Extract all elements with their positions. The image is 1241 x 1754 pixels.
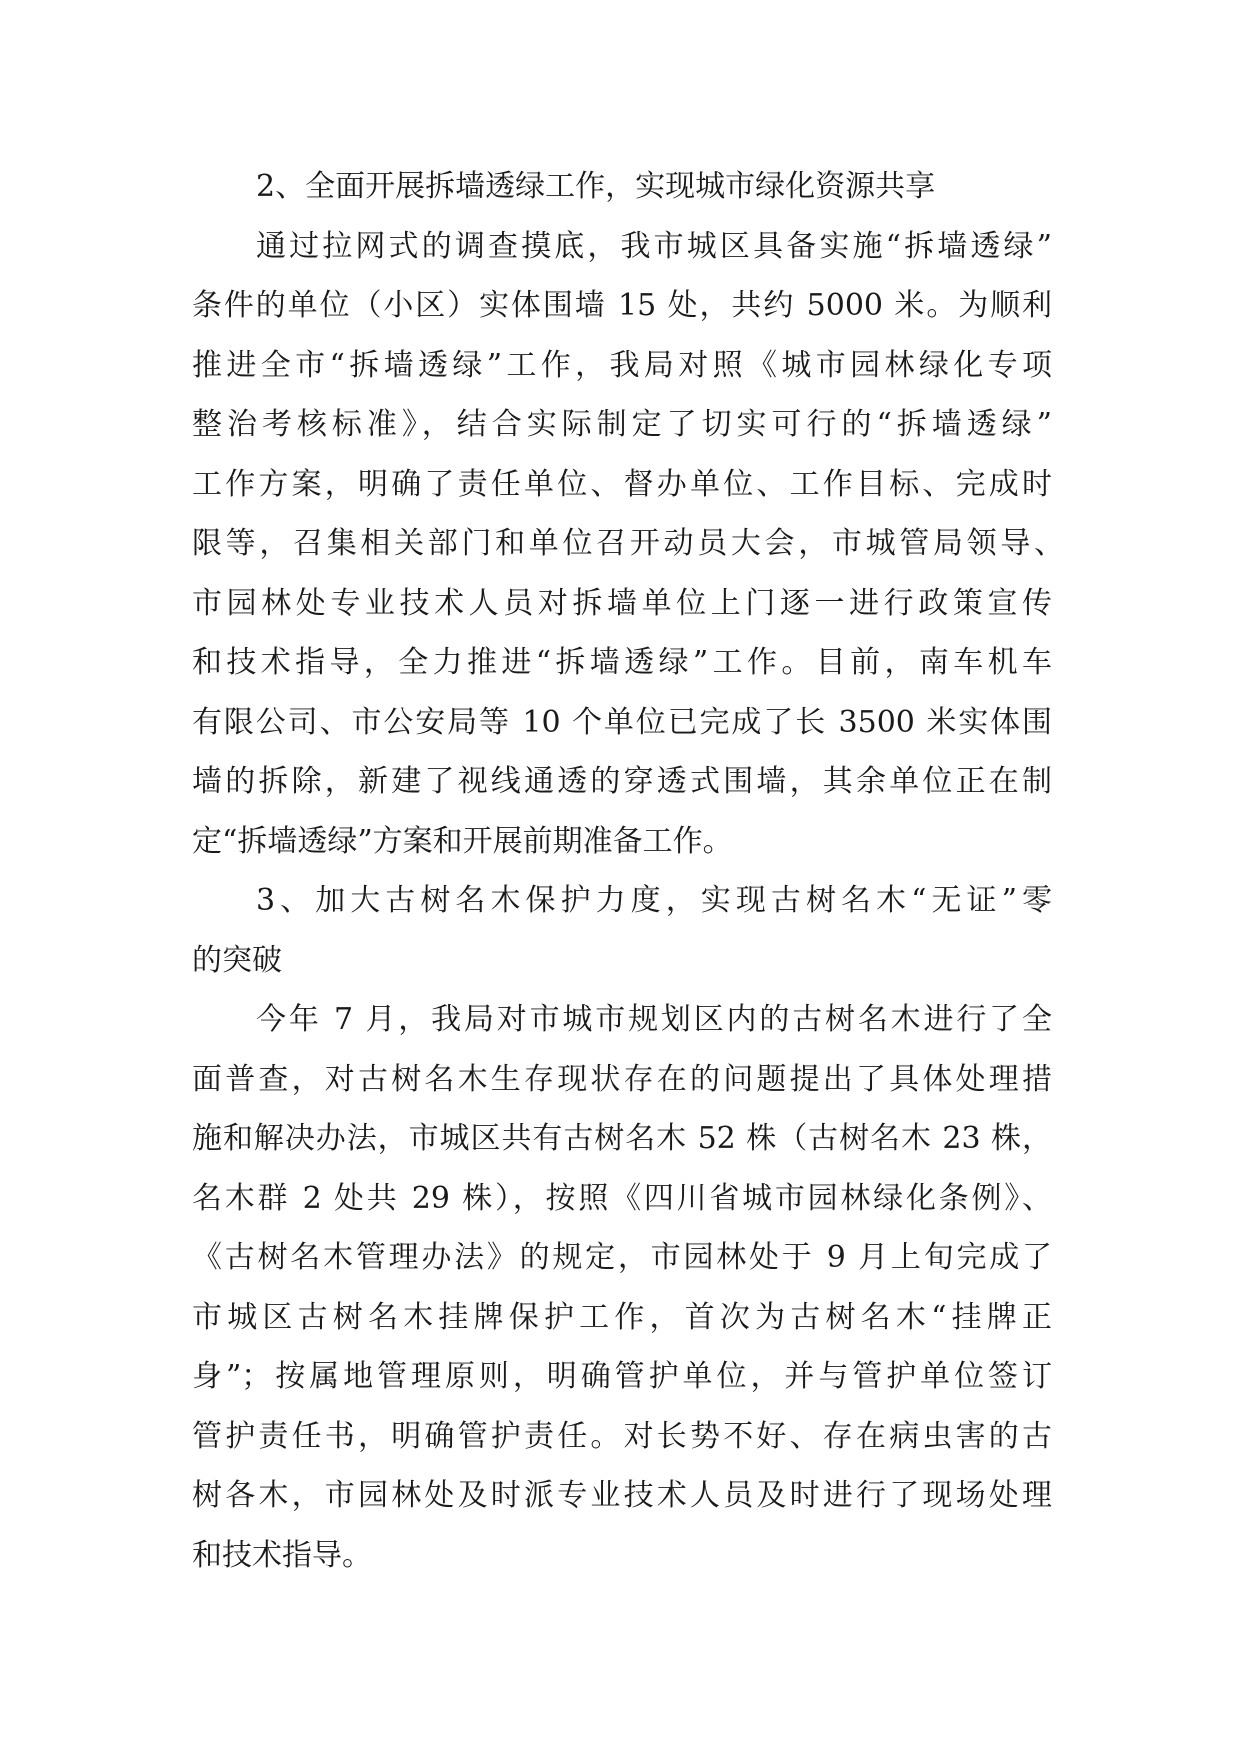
section-2-paragraph-line: 工作方案，明确了责任单位、督办单位、工作目标、完成时	[192, 466, 1052, 502]
section-2-paragraph-line: 有限公司、市公安局等 10 个单位已完成了长 3500 米实体围	[192, 704, 1052, 740]
section-3-paragraph-line: 市城区古树名木挂牌保护工作，首次为古树名木“挂牌正	[192, 1299, 1052, 1335]
section-3-paragraph-line: 今年 7 月，我局对市城市规划区内的古树名木进行了全	[256, 1002, 1052, 1037]
section-2-paragraph-line: 墙的拆除，新建了视线通透的穿透式围墙，其余单位正在制	[192, 764, 1052, 799]
section-3-paragraph-line: 名木群 2 处共 29 株），按照《四川省城市园林绿化条例》、	[192, 1180, 1052, 1216]
section-2-paragraph-line: 市园林处专业技术人员对拆墙单位上门逐一进行政策宣传	[192, 585, 1052, 621]
document-body	[192, 157, 1064, 1585]
section-2-paragraph-line: 整治考核标准》，结合实际制定了切实可行的“拆墙透绿”	[192, 407, 1052, 442]
section-3-paragraph-line: 树各木，市园林处及时派专业技术人员及时进行了现场处理	[192, 1478, 1052, 1513]
section-2-paragraph-line: 推进全市“拆墙透绿”工作，我局对照《城市园林绿化专项	[192, 347, 1052, 383]
section-2-paragraph-line: 条件的单位（小区）实体围墙 15 处，共约 5000 米。为顺利	[192, 288, 1052, 323]
section-2-paragraph-line: 限等，召集相关部门和单位召开动员大会，市城管局领导、	[192, 526, 1064, 561]
section-3-paragraph-line: 施和解决办法，市城区共有古树名木 52 株（古树名木 23 株，	[192, 1121, 1052, 1156]
section-3-paragraph-line: 管护责任书，明确管护责任。对长势不好、存在病虫害的古	[192, 1418, 1052, 1454]
section-2-heading: 2、全面开展拆墙透绿工作，实现城市绿化资源共享	[256, 169, 936, 204]
section-3-paragraph-line: 身”；按属地管理原则，明确管护单位，并与管护单位签订	[192, 1359, 1052, 1394]
section-3-paragraph-line: 面普查，对古树名木生存现状存在的问题提出了具体处理措	[192, 1061, 1052, 1097]
section-3-paragraph-line: 和技术指导。	[192, 1537, 372, 1573]
section-3-heading: 3、加大古树名木保护力度，实现古树名木“无证”零	[256, 883, 1052, 918]
section-3-paragraph-line: 《古树名木管理办法》的规定，市园林处于 9 月上旬完成了	[192, 1240, 1052, 1275]
section-2-paragraph-line: 通过拉网式的调查摸底，我市城区具备实施“拆墙透绿”	[256, 228, 1052, 264]
section-2-paragraph-line: 定“拆墙透绿”方案和开展前期准备工作。	[192, 823, 733, 859]
section-2-paragraph-line: 和技术指导，全力推进“拆墙透绿”工作。目前，南车机车	[192, 645, 1052, 680]
section-3-heading: 的突破	[192, 942, 282, 978]
